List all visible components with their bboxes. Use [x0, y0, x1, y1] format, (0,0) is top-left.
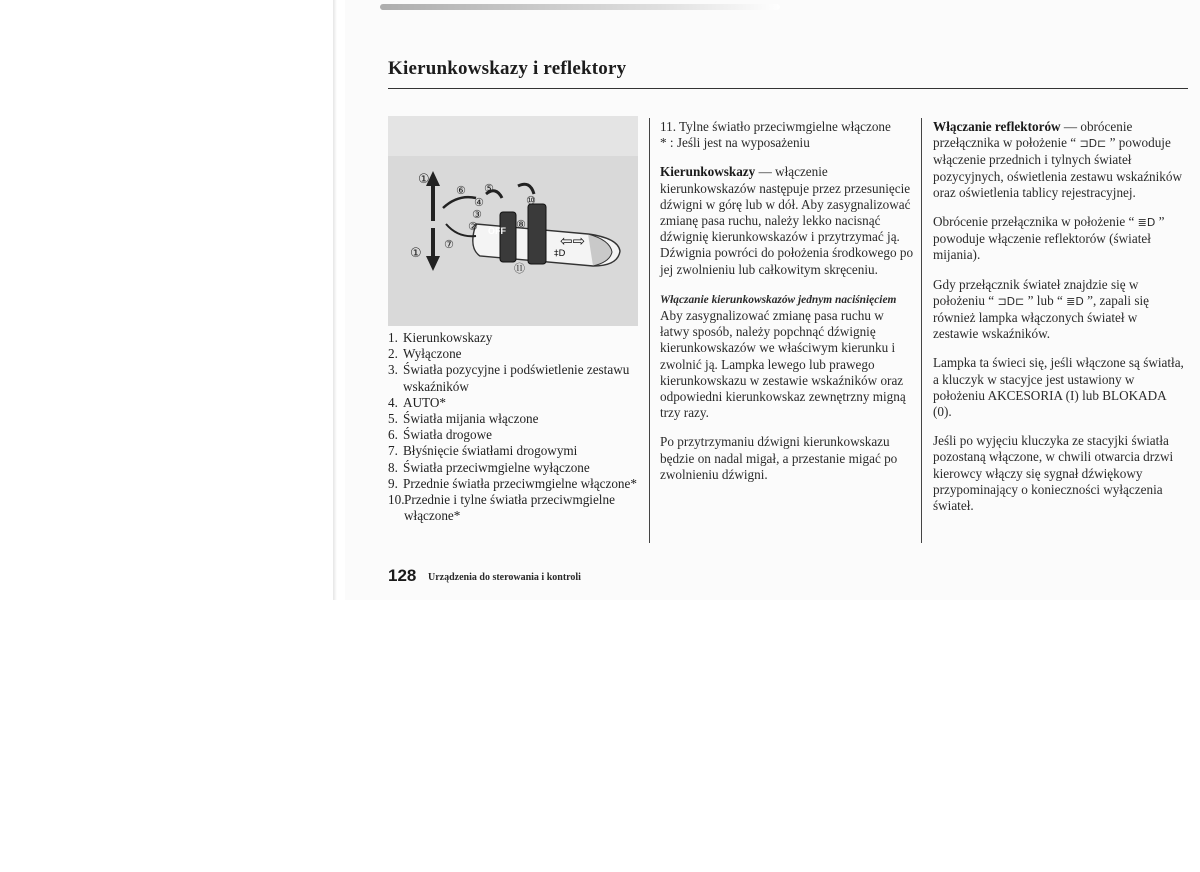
- section-name: Urządzenia do sterowania i kontroli: [428, 572, 581, 583]
- turn-signal-paragraph: Kierunkowskazy — włączenie kierunkowskazów następuje przez przesunięcie dźwigni w górę lub w dół. Aby zasygnalizować zmianę pasa ruchu, należy lekko nacisnąć dźwignię kierunkowskazów i przytrzymać ją. Dźwignia powróci do położenia środkowego po jej zwolnieniu lub całkowitym skręceniu.: [660, 164, 914, 277]
- callout-3: ③: [472, 208, 482, 221]
- callout-1-top: ①: [418, 172, 430, 187]
- list-item: 2. Wyłączone: [388, 346, 462, 362]
- hold-paragraph: Po przytrzymaniu dźwigni kierunkowskazu będzie on nadal migał, a przestanie migać po zwolnieniu dźwigni.: [660, 434, 898, 482]
- parking-light-icon: ⊐D⊏: [1079, 137, 1107, 151]
- lever-drawing: [388, 116, 638, 326]
- lever-illustration: [388, 116, 638, 326]
- svg-text:‡D: ‡D: [554, 249, 566, 259]
- svg-text:⇦⇨: ⇦⇨: [560, 232, 586, 250]
- indicator-paragraph: Gdy przełącznik świateł znajdzie się w położeniu “ ⊐D⊏ ” lub “ ≣D ”, zapali się również lampka włączonych świateł w zestawie wskaźników.: [933, 276, 1149, 342]
- callout-6: ⑥: [456, 184, 466, 197]
- page-fold: [333, 0, 337, 600]
- headlights-paragraph: Włączanie reflektorów — obrócenie przełącznika w położenie “ ⊐D⊏ ” powoduje włączenie przednich i tylnych świateł pozycyjnych, oświetlenia zestawu wskaźników oraz oświetlenia tablicy rejestracyjnej.: [933, 119, 1183, 200]
- callout-11: ⑪: [514, 262, 525, 275]
- one-touch-paragraph: Aby zasygnalizować zmianę pasa ruchu w łatwy sposób, należy popchnąć dźwignię kierunkowskazów we właściwym kierunku i zwolnić ją. Lampka lewego lub prawego kierunkowskazu w zestawie wskaźników oraz odpowiedni kierunkowskaz zewnętrzny migną trzy razy.: [660, 308, 906, 421]
- callout-10: ⑩: [526, 194, 536, 207]
- right-column: [933, 119, 1185, 527]
- low-beam-paragraph: Obrócenie przełącznika w położenie “ ≣D ” powoduje włączenie reflektorów (świateł mijania).: [933, 214, 1165, 263]
- scan-margin: [0, 0, 345, 872]
- turn-signal-heading: Kierunkowskazy: [660, 164, 756, 180]
- lamp-paragraph: Lampka ta świeci się, jeśli włączone są światła, a kluczyk w stacyjce jest ustawiony w położeniu AKCESORIA (I) lub BLOKADA (0).: [933, 355, 1184, 420]
- low-beam-icon: ≣D: [1137, 216, 1156, 230]
- one-touch-heading: Włączanie kierunkowskazów jednym naciśnięciem: [660, 293, 897, 306]
- callout-5: ⑤: [484, 182, 494, 195]
- callout-7: ⑦: [444, 238, 454, 251]
- headlights-heading: Włączanie reflektorów: [933, 119, 1061, 134]
- item-11: 11. Tylne światło przeciwmgielne włączone: [660, 119, 891, 134]
- reminder-paragraph: Jeśli po wyjęciu kluczyka ze stacyjki światła pozostaną włączone, w chwili otwarcia drzwi kierowcy włączy się sygnał dźwiękowy przypominający o konieczności wyłączenia świateł.: [933, 433, 1174, 514]
- list-item: 3. Światła pozycyjne i podświetlenie zestawu wskaźników: [388, 362, 630, 394]
- page-number: 128: [388, 566, 417, 585]
- list-item: 10. Przednie i tylne światła przeciwmgielne włączone*: [388, 492, 615, 524]
- list-item: 9. Przednie światła przeciwmgielne włączone*: [388, 475, 637, 491]
- title-rule: [388, 88, 1188, 89]
- column-divider-1: [649, 118, 650, 543]
- off-label: OFF: [488, 226, 506, 236]
- scan-smudge: [380, 4, 780, 10]
- list-item: 4. AUTO*: [388, 394, 446, 410]
- legend-list: [388, 330, 650, 524]
- callout-1: ①: [410, 246, 422, 261]
- list-item: 5. Światła mijania włączone: [388, 411, 539, 427]
- callout-2: ②: [468, 220, 478, 233]
- callout-4: ④: [474, 196, 484, 209]
- page-title: Kierunkowskazy i reflektory: [388, 58, 627, 79]
- parking-light-icon: ⊐D⊏: [997, 294, 1025, 308]
- list-item: 7. Błyśnięcie światłami drogowymi: [388, 443, 578, 459]
- column-divider-2: [921, 118, 922, 543]
- list-item: 8. Światła przeciwmgielne wyłączone: [388, 459, 590, 475]
- list-item: 6. Światła drogowe: [388, 427, 492, 443]
- availability-note: * : Jeśli jest na wyposażeniu: [660, 135, 810, 151]
- low-beam-icon: ≣D: [1066, 294, 1084, 308]
- callout-8: ⑧: [516, 218, 526, 231]
- list-item: 1. Kierunkowskazy: [388, 330, 493, 345]
- middle-column: [660, 119, 914, 496]
